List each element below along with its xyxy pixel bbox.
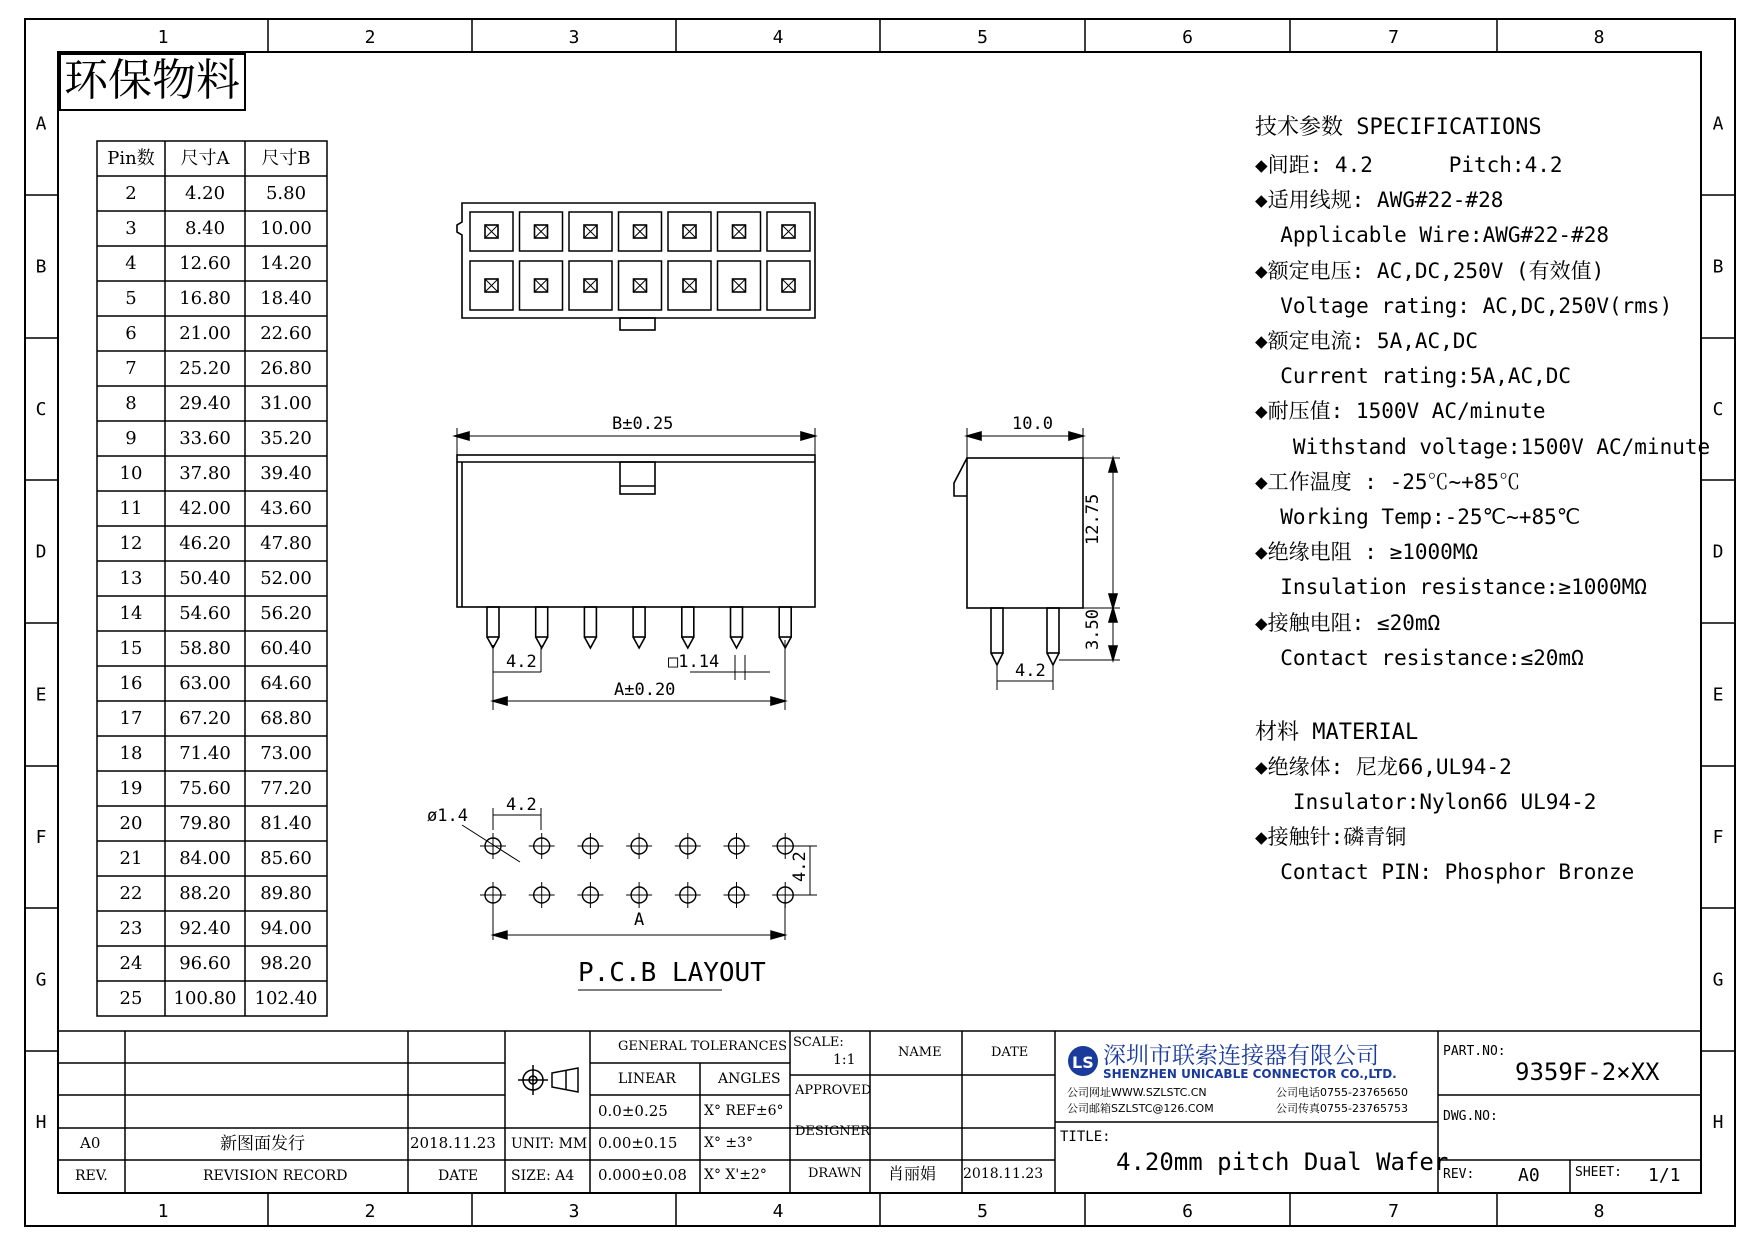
company-name-en: SHENZHEN UNICABLE CONNECTOR CO.,LTD. bbox=[1103, 1067, 1397, 1081]
pin-table-cell: 18 bbox=[119, 743, 143, 764]
pin-table-cell: 15 bbox=[119, 638, 143, 659]
pin-table-header: 尺寸B bbox=[261, 148, 311, 169]
tolerance-linear: 0.000±0.08 bbox=[598, 1166, 687, 1184]
pin-table-cell: 46.20 bbox=[179, 533, 231, 554]
spec-line: ◆接触电阻: ≤20mΩ bbox=[1255, 610, 1441, 635]
material-line: ◆绝缘体: 尼龙66,UL94-2 bbox=[1255, 755, 1512, 779]
pin-table-cell: 24 bbox=[119, 953, 143, 974]
front-view bbox=[457, 203, 815, 330]
pin-table-cell: 25 bbox=[119, 988, 143, 1009]
grid-col-label: 2 bbox=[364, 27, 376, 48]
dim-pcb-a: A bbox=[634, 910, 645, 930]
spec-line: Insulation resistance:≥1000MΩ bbox=[1255, 575, 1647, 600]
pcb-layout-title: P.C.B LAYOUT bbox=[578, 958, 766, 988]
spec-line: Working Temp:-25℃~+85℃ bbox=[1255, 505, 1581, 529]
linear-header: LINEAR bbox=[618, 1071, 676, 1087]
grid-row-label: D bbox=[35, 541, 47, 563]
pin-table-cell: 23 bbox=[119, 918, 143, 939]
pin-table-header: 尺寸A bbox=[180, 148, 230, 169]
pin-table-cell: 94.00 bbox=[260, 918, 312, 939]
pin-table-cell: 12 bbox=[119, 533, 143, 554]
spec-line: ◆工作温度 : -25℃~+85℃ bbox=[1255, 469, 1521, 494]
dim-pin-size: □1.14 bbox=[668, 652, 720, 672]
spec-heading: 技术参数 SPECIFICATIONS bbox=[1255, 115, 1542, 140]
pin-table-cell: 12.60 bbox=[179, 253, 231, 274]
grid-col-label: 8 bbox=[1593, 27, 1605, 48]
pin-table-cell: 26.80 bbox=[260, 358, 312, 379]
spec-line: Contact resistance:≤20mΩ bbox=[1255, 645, 1584, 670]
pin-table-cell: 63.00 bbox=[179, 673, 231, 694]
rev-code: A0 bbox=[80, 1134, 101, 1152]
pin-table-cell: 64.60 bbox=[260, 673, 312, 694]
dwg-no-label: DWG.NO: bbox=[1443, 1109, 1498, 1124]
pin-table-cell: 20 bbox=[119, 813, 143, 834]
pin-table-cell: 92.40 bbox=[179, 918, 231, 939]
dim-side-pitch: 4.2 bbox=[1015, 661, 1046, 681]
spec-line: ◆额定电压: AC,DC,250V (有效值) bbox=[1255, 258, 1605, 283]
grid-row-label: E bbox=[35, 684, 47, 706]
pin-table-cell: 25.20 bbox=[179, 358, 231, 379]
company-tel: 公司电话0755-23765650 bbox=[1276, 1086, 1408, 1099]
scale-value: 1:1 bbox=[833, 1052, 856, 1068]
pin-table-cell: 77.20 bbox=[260, 778, 312, 799]
pin-table-cell: 89.80 bbox=[260, 883, 312, 904]
pin-table-cell: 67.20 bbox=[179, 708, 231, 729]
material-line: Contact PIN: Phosphor Bronze bbox=[1255, 860, 1635, 884]
grid-col-label: 5 bbox=[977, 1201, 988, 1222]
material-line: ◆接触针:磷青铜 bbox=[1255, 825, 1407, 849]
grid-col-label: 4 bbox=[772, 1201, 784, 1222]
pin-table-cell: 29.40 bbox=[179, 393, 231, 414]
pin-table-cell: 22 bbox=[119, 883, 143, 904]
company-fax: 公司传真0755-23765753 bbox=[1276, 1102, 1408, 1115]
tolerance-angle: X° REF±6° bbox=[704, 1103, 784, 1119]
grid-col-label: 1 bbox=[157, 27, 169, 48]
spec-line: ◆额定电流: 5A,AC,DC bbox=[1255, 329, 1479, 353]
grid-col-label: 2 bbox=[364, 1201, 376, 1222]
drawn-label: DRAWN bbox=[808, 1166, 862, 1181]
grid-row-label: F bbox=[1712, 827, 1724, 848]
drawn-date: 2018.11.23 bbox=[963, 1166, 1044, 1182]
grid-row-label: G bbox=[35, 969, 47, 991]
pin-table-cell: 2 bbox=[125, 183, 137, 204]
designer-label: DESIGNER bbox=[795, 1124, 870, 1139]
pin-table-cell: 35.20 bbox=[260, 428, 312, 449]
spec-line: ◆适用线规: AWG#22-#28 bbox=[1255, 188, 1504, 213]
pin-table-cell: 19 bbox=[119, 778, 143, 799]
pin-table-cell: 52.00 bbox=[260, 568, 312, 589]
dim-a: A±0.20 bbox=[614, 680, 676, 700]
grid-col-label: 8 bbox=[1593, 1201, 1605, 1222]
material-heading: 材料 MATERIAL bbox=[1255, 720, 1419, 745]
grid-col-label: 6 bbox=[1182, 1201, 1193, 1222]
pin-table-cell: 16.80 bbox=[179, 288, 231, 309]
part-no: 9359F-2×XX bbox=[1515, 1058, 1660, 1086]
dim-pitch: 4.2 bbox=[506, 652, 537, 672]
pin-table-cell: 88.20 bbox=[179, 883, 231, 904]
pin-table-cell: 79.80 bbox=[179, 813, 231, 834]
rev-label: REV: bbox=[1443, 1167, 1475, 1182]
pin-table-cell: 73.00 bbox=[260, 743, 312, 764]
dim-side-width: 10.0 bbox=[1012, 414, 1053, 434]
company-name-cn: 深圳市联索连接器有限公司 bbox=[1103, 1043, 1379, 1069]
pin-table-cell: 21 bbox=[119, 848, 143, 869]
pin-table-cell: 68.80 bbox=[260, 708, 312, 729]
grid-row-label: A bbox=[35, 113, 47, 135]
pin-table-cell: 84.00 bbox=[179, 848, 231, 869]
pin-table-cell: 4 bbox=[125, 253, 137, 274]
pin-table-cell: 6 bbox=[125, 323, 137, 344]
pin-table-cell: 54.60 bbox=[179, 603, 231, 624]
name-header: NAME bbox=[898, 1045, 942, 1060]
sheet-label: SHEET: bbox=[1575, 1165, 1622, 1180]
dim-height: 12.75 bbox=[1083, 493, 1103, 545]
spec-line: Withstand voltage:1500V AC/minute bbox=[1255, 434, 1711, 459]
date-header: DATE bbox=[438, 1168, 479, 1184]
grid-row-label: E bbox=[1712, 684, 1724, 706]
grid-col-label: 7 bbox=[1388, 27, 1399, 48]
pin-table-cell: 9 bbox=[125, 428, 137, 449]
general-tolerances: GENERAL TOLERANCES bbox=[618, 1039, 788, 1054]
pin-table-cell: 39.40 bbox=[260, 463, 312, 484]
pin-table-cell: 98.20 bbox=[260, 953, 312, 974]
pin-table-cell: 56.20 bbox=[260, 603, 312, 624]
spec-line: ◆间距: 4.2 Pitch:4.2 bbox=[1255, 153, 1563, 177]
pin-table-cell: 22.60 bbox=[260, 323, 312, 344]
pin-table-header: Pin数 bbox=[107, 148, 155, 169]
unit-label: UNIT: MM bbox=[511, 1136, 588, 1152]
pin-table-cell: 85.60 bbox=[260, 848, 312, 869]
company-web: 公司网址WWW.SZLSTC.CN bbox=[1067, 1086, 1207, 1099]
dim-pcb-pitch-x: 4.2 bbox=[506, 795, 537, 815]
grid-row-label: D bbox=[1712, 541, 1724, 563]
side-view bbox=[954, 428, 1120, 690]
svg-text:LS: LS bbox=[1072, 1053, 1094, 1072]
part-no-label: PART.NO: bbox=[1443, 1044, 1506, 1059]
pin-table-cell: 37.80 bbox=[179, 463, 231, 484]
size-label: SIZE: A4 bbox=[511, 1168, 575, 1184]
pin-table-cell: 8 bbox=[125, 393, 137, 414]
pin-table-cell: 47.80 bbox=[260, 533, 312, 554]
grid-row-label: G bbox=[1712, 969, 1724, 991]
grid-col-label: 3 bbox=[568, 1201, 580, 1222]
dim-pin-length: 3.50 bbox=[1083, 609, 1103, 650]
pin-table-cell: 14.20 bbox=[260, 253, 312, 274]
grid-col-label: 5 bbox=[977, 27, 988, 48]
pin-table-cell: 7 bbox=[125, 358, 137, 379]
title-label: TITLE: bbox=[1060, 1129, 1111, 1145]
sheet-value: 1/1 bbox=[1648, 1165, 1681, 1186]
pin-table-cell: 18.40 bbox=[260, 288, 312, 309]
grid-row-label: C bbox=[1712, 399, 1724, 420]
grid-row-label: B bbox=[35, 256, 47, 278]
pin-table-cell: 16 bbox=[119, 673, 143, 694]
dim-hole: ø1.4 bbox=[427, 806, 468, 826]
pin-table-cell: 5.80 bbox=[265, 183, 307, 204]
pin-table-cell: 81.40 bbox=[260, 813, 312, 834]
approved-label: APPROVED bbox=[795, 1083, 872, 1098]
grid-col-label: 4 bbox=[772, 27, 784, 48]
tolerance-angle: X° X'±2° bbox=[704, 1167, 767, 1183]
pin-table-cell: 21.00 bbox=[179, 323, 231, 344]
pin-table-cell: 11 bbox=[119, 498, 143, 519]
dim-b: B±0.25 bbox=[612, 414, 674, 434]
pin-table-cell: 13 bbox=[119, 568, 143, 589]
tolerance-linear: 0.00±0.15 bbox=[598, 1134, 678, 1152]
revision-desc: 新图面发行 bbox=[220, 1134, 305, 1154]
grid-row-label: C bbox=[35, 399, 47, 420]
pin-table-cell: 4.20 bbox=[184, 183, 226, 204]
company-logo bbox=[1068, 1046, 1098, 1076]
revision-record-header: REVISION RECORD bbox=[203, 1168, 348, 1184]
rev-value: A0 bbox=[1518, 1165, 1540, 1186]
pin-table-cell: 33.60 bbox=[179, 428, 231, 449]
grid-col-label: 1 bbox=[157, 1201, 169, 1222]
pin-table-cell: 14 bbox=[119, 603, 143, 624]
pin-table-cell: 58.80 bbox=[179, 638, 231, 659]
eco-material-badge: 环保物料 bbox=[64, 55, 240, 106]
pin-table-cell: 42.00 bbox=[179, 498, 231, 519]
drawn-name: 肖丽娟 bbox=[888, 1164, 937, 1183]
spec-line: Voltage rating: AC,DC,250V(rms) bbox=[1255, 293, 1673, 318]
pin-table-cell: 5 bbox=[125, 288, 137, 309]
material-line: Insulator:Nylon66 UL94-2 bbox=[1255, 790, 1597, 814]
pin-table-cell: 60.40 bbox=[260, 638, 312, 659]
spec-line: ◆耐压值: 1500V AC/minute bbox=[1255, 399, 1546, 424]
spec-line: Current rating:5A,AC,DC bbox=[1255, 364, 1572, 389]
dim-pcb-pitch-y: 4.2 bbox=[790, 851, 810, 882]
pin-table-cell: 8.40 bbox=[184, 218, 226, 239]
grid-col-label: 3 bbox=[568, 27, 580, 48]
company-mail: 公司邮箱SZLSTC@126.COM bbox=[1067, 1102, 1214, 1115]
tolerance-angle: X° ±3° bbox=[704, 1135, 754, 1151]
grid-col-label: 7 bbox=[1388, 1201, 1399, 1222]
spec-line: ◆绝缘电阻 : ≥1000MΩ bbox=[1255, 540, 1479, 565]
grid-row-label: F bbox=[35, 827, 47, 848]
pin-table-cell: 96.60 bbox=[179, 953, 231, 974]
revision-date: 2018.11.23 bbox=[410, 1134, 496, 1152]
pin-table-cell: 102.40 bbox=[254, 988, 318, 1009]
scale-label: SCALE: bbox=[793, 1035, 844, 1050]
pin-table-cell: 3 bbox=[125, 218, 137, 239]
pin-table-cell: 10 bbox=[119, 463, 143, 484]
spec-line: Applicable Wire:AWG#22-#28 bbox=[1255, 223, 1610, 248]
angles-header: ANGLES bbox=[718, 1071, 781, 1087]
grid-row-label: B bbox=[1712, 256, 1724, 278]
drawing-title: 4.20mm pitch Dual Wafer bbox=[1116, 1148, 1449, 1176]
tolerance-linear: 0.0±0.25 bbox=[598, 1102, 668, 1120]
grid-row-label: H bbox=[35, 1112, 47, 1133]
pin-table-cell: 50.40 bbox=[179, 568, 231, 589]
grid-row-label: A bbox=[1712, 113, 1724, 135]
pin-table-cell: 75.60 bbox=[179, 778, 231, 799]
pin-table-cell: 100.80 bbox=[173, 988, 237, 1009]
date-header-2: DATE bbox=[991, 1045, 1029, 1060]
grid-col-label: 6 bbox=[1182, 27, 1193, 48]
pin-table-cell: 71.40 bbox=[179, 743, 231, 764]
pin-table-cell: 17 bbox=[119, 708, 143, 729]
pin-table-cell: 31.00 bbox=[260, 393, 312, 414]
pin-table-cell: 43.60 bbox=[260, 498, 312, 519]
pin-table-cell: 10.00 bbox=[260, 218, 312, 239]
rev-header: REV. bbox=[75, 1168, 108, 1184]
grid-row-label: H bbox=[1712, 1112, 1724, 1133]
